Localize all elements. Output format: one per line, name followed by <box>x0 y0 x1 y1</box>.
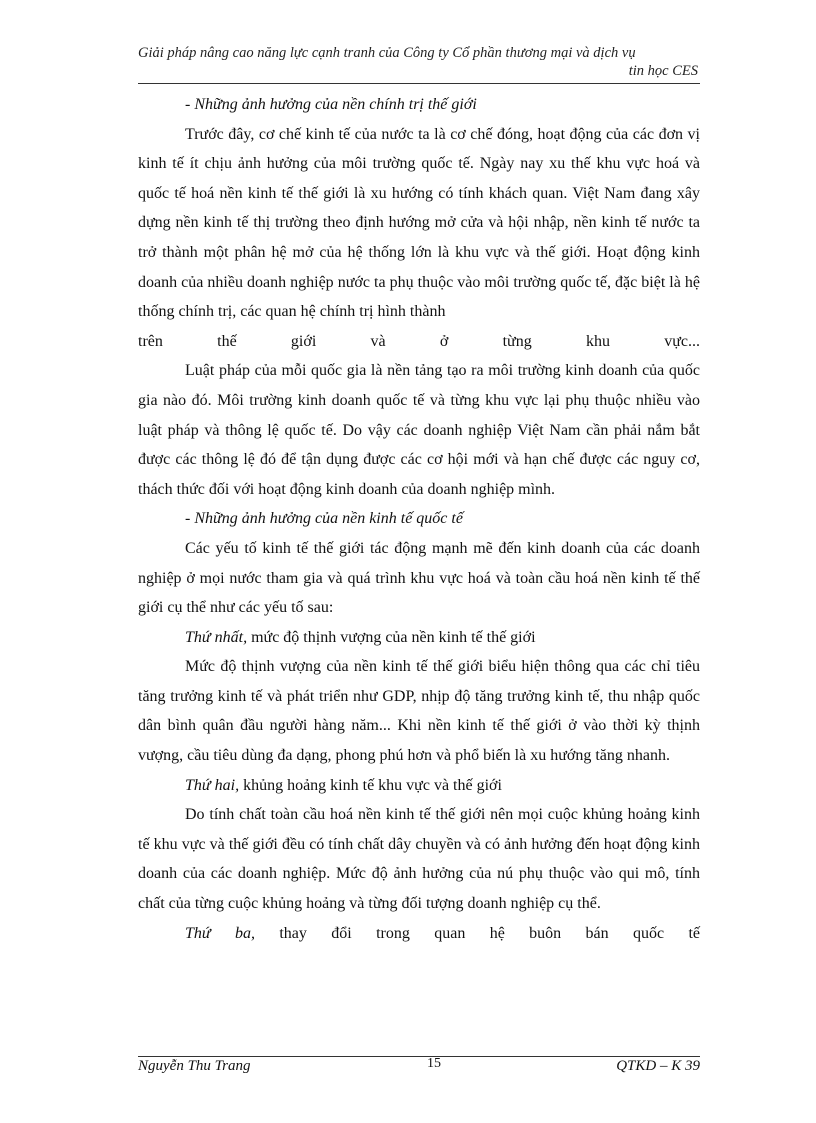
section-heading-economy: - Những ảnh hưởng của nền kinh tế quốc tế <box>185 510 463 528</box>
subheading-third <box>138 919 700 949</box>
subheading-first <box>138 623 700 653</box>
subheading-second-text: khủng hoảng kinh tế khu vực và thế giới <box>239 776 502 794</box>
header-title-line1: Giải pháp nâng cao năng lực cạnh tranh của Công ty Cổ phần thương mại và dịch vụ <box>138 45 636 61</box>
footer-divider <box>138 1056 700 1057</box>
subheading-second <box>138 771 700 801</box>
lead-first: Thứ nhất, <box>185 628 248 646</box>
paragraph-politics-1: Trước đây, cơ chế kinh tế của nước ta là cơ chế đóng, hoạt động của các đơn vị kinh tế ít chịu ảnh hưởng của môi trường quốc tế. Ngày nay xu thế khu vực hoá và quốc tế hoá nền kinh tế thế giới là xu hướng có tính khách quan. Việt Nam đang xây dựng nền kinh tế thị trường theo định hướng mở cửa và hội nhập, nền kinh tế nước ta trở thành một phân hệ mở của hệ thống lớn là khu vực và thế giới. Hoạt động kinh doanh của nhiều doanh nghiệp nước ta phụ thuộc vào môi trường quốc tế, đặc biệt là hệ thống chính trị, các quan hệ chính trị hình thành <box>138 125 700 321</box>
subheading-first-text: mức độ thịnh vượng của nền kinh tế thế giới <box>247 628 536 646</box>
lead-third: Thứ ba, <box>185 924 255 942</box>
paragraph-politics-2: Luật pháp của mỗi quốc gia là nền tảng tạo ra môi trường kinh doanh của quốc gia nào đó. Môi trường kinh doanh quốc tế và từng khu vực lại phụ thuộc nhiều vào luật pháp và thông lệ quốc tế. Do vậy các doanh nghiệp Việt Nam cần phải nắm bắt được các thông lệ đó để tận dụng được các cơ hội mới và hạn chế được các nguy cơ, thách thức đối với hoạt động kinh doanh của doanh nghiệp mình. <box>138 362 700 498</box>
paragraph-second: Do tính chất toàn cầu hoá nền kinh tế thế giới nên mọi cuộc khủng hoảng kinh tế khu vực và thế giới đều có tính chất dây chuyền và có ảnh hưởng đến hoạt động kinh doanh của các doanh nghiệp. Mức độ ảnh hưởng của nú phụ thuộc vào qui mô, tính chất của từng cuộc khủng hoảng và từng đối tượng doanh nghiệp cụ thể. <box>138 806 700 913</box>
running-header <box>138 44 698 80</box>
page-body <box>138 90 700 948</box>
paragraph-economy-1: Các yếu tố kinh tế thế giới tác động mạnh mẽ đến kinh doanh của các doanh nghiệp ở mọi nước tham gia và quá trình khu vực hoá và toàn cầu hoá nền kinh tế thế giới cụ thể như các yếu tố sau: <box>138 539 700 617</box>
header-divider <box>138 83 700 84</box>
running-footer <box>138 1058 700 1080</box>
lead-second: Thứ hai, <box>185 776 240 794</box>
footer-class-code: QTKD – K 39 <box>616 1058 700 1074</box>
header-title-line2: tin học CES <box>628 63 698 79</box>
page-number: 15 <box>427 1056 441 1071</box>
footer-author: Nguyễn Thu Trang <box>138 1058 251 1074</box>
subheading-third-text: thay đổi trong quan hệ buôn bán quốc tế <box>255 924 701 942</box>
section-heading-politics: - Những ảnh hưởng của nền chính trị thế giới <box>185 96 477 113</box>
paragraph-politics-1-last-line: trên thế giới và ở từng khu vực... <box>138 332 700 350</box>
paragraph-first: Mức độ thịnh vượng của nền kinh tế thế giới biểu hiện thông qua các chỉ tiêu tăng trưởng kinh tế và phát triển như GDP, nhịp độ tăng trưởng kinh tế, thu nhập quốc dân bình quân đầu người hàng năm... Khi nền kinh tế thế giới ở vào thời kỳ thịnh vượng, cầu tiêu dùng đa dạng, phong phú hơn và phổ biến là xu hướng tăng nhanh. <box>138 658 700 765</box>
